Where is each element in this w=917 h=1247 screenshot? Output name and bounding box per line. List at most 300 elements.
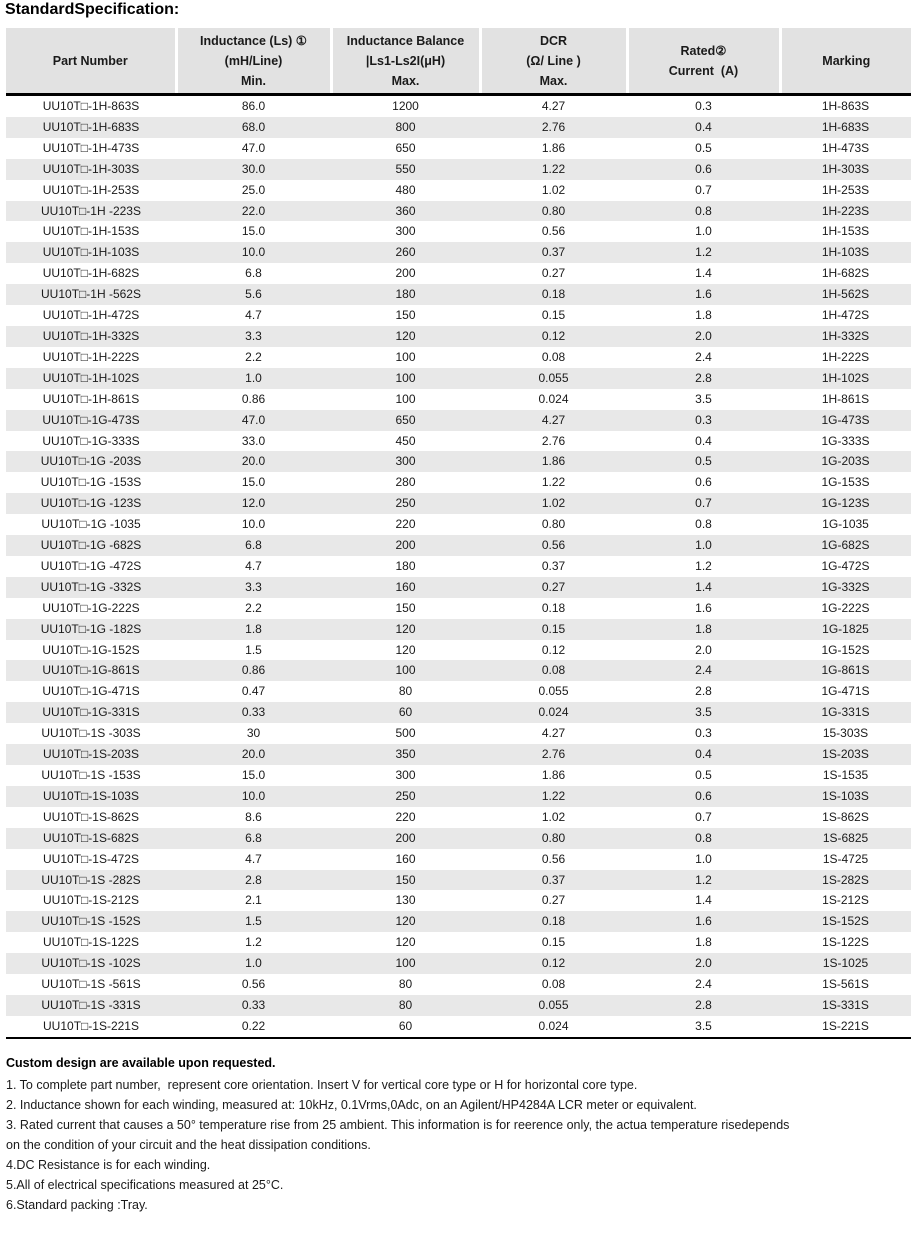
- cell-dcr_max: 0.56: [541, 538, 566, 553]
- table-row: [6, 117, 911, 138]
- cell-part_number: UU10T□-1H-103S: [42, 245, 140, 260]
- cell-rated_current: 0.3: [695, 99, 712, 113]
- cell-dcr_max: 0.055: [538, 997, 569, 1012]
- cell-balance_max: 300: [395, 768, 416, 782]
- cell-rated_current: 0.3: [695, 412, 712, 427]
- cell-rated_current: 1.2: [695, 872, 712, 887]
- cell-part_number: UU10T□-1H -562S: [41, 287, 141, 302]
- cell-dcr_max: 1.86: [541, 140, 566, 155]
- table-row: [6, 201, 911, 222]
- cell-dcr_max: 0.08: [541, 349, 566, 364]
- cell-dcr_max: 0.37: [541, 245, 566, 260]
- cell-rated_current: 0.5: [695, 454, 712, 469]
- cell-marking: 1S-862S: [822, 809, 869, 824]
- cell-part_number: UU10T□-1S-212S: [43, 893, 139, 908]
- cell-rated_current: 0.3: [695, 726, 712, 741]
- cell-inductance_min: 30.0: [241, 161, 266, 176]
- cell-dcr_max: 0.12: [541, 956, 566, 971]
- cell-balance_max: 180: [395, 558, 416, 573]
- notes-section: [6, 1053, 911, 1215]
- cell-part_number: UU10T□-1H-303S: [42, 161, 140, 176]
- cell-marking: 1H-332S: [821, 328, 870, 343]
- table-row: [6, 431, 911, 452]
- cell-balance_max: 130: [395, 893, 416, 908]
- cell-balance_max: 500: [395, 726, 416, 741]
- table-row: [6, 786, 911, 807]
- table-row: [6, 221, 911, 242]
- notes-list: [6, 1075, 911, 1215]
- cell-balance_max: 150: [395, 872, 416, 887]
- cell-part_number: UU10T□-1S-103S: [43, 788, 139, 803]
- cell-inductance_min: 4.7: [245, 558, 262, 573]
- table-body: [6, 95, 911, 1038]
- table-row: [6, 368, 911, 389]
- cell-part_number: UU10T□-1G -153S: [40, 475, 142, 490]
- cell-dcr_max: 0.56: [541, 224, 566, 239]
- cell-marking: 1S-103S: [822, 788, 869, 803]
- cell-part_number: UU10T□-1H-683S: [42, 119, 140, 134]
- cell-inductance_min: 1.0: [245, 370, 262, 385]
- cell-dcr_max: 0.56: [541, 851, 566, 866]
- table-row: [6, 619, 911, 640]
- cell-balance_max: 550: [395, 161, 416, 176]
- cell-dcr_max: 1.86: [541, 768, 566, 782]
- table-row: [6, 347, 911, 368]
- cell-inductance_min: 2.2: [245, 349, 262, 364]
- cell-balance_max: 650: [395, 140, 416, 155]
- cell-balance_max: 200: [395, 266, 416, 281]
- cell-balance_max: 60: [398, 705, 413, 720]
- cell-part_number: UU10T□-1G-861S: [42, 663, 140, 678]
- cell-inductance_min: 47.0: [241, 412, 266, 427]
- table-row: [6, 890, 911, 911]
- cell-dcr_max: 0.15: [541, 935, 566, 950]
- table-row: [6, 451, 911, 472]
- cell-balance_max: 80: [398, 684, 413, 699]
- cell-balance_max: 120: [395, 914, 416, 929]
- cell-part_number: UU10T□-1G-331S: [42, 705, 140, 720]
- cell-part_number: UU10T□-1H-682S: [42, 266, 140, 281]
- cell-marking: 1H-303S: [821, 161, 870, 176]
- cell-rated_current: 0.4: [695, 747, 712, 762]
- cell-dcr_max: 4.27: [541, 726, 566, 741]
- cell-balance_max: 100: [395, 956, 416, 971]
- cell-inductance_min: 12.0: [241, 496, 266, 511]
- cell-rated_current: 2.0: [695, 956, 712, 971]
- cell-inductance_min: 4.7: [245, 851, 262, 866]
- cell-rated_current: 1.6: [695, 914, 712, 929]
- table-row: [6, 326, 911, 347]
- cell-part_number: UU10T□-1G-473S: [42, 412, 140, 427]
- cell-part_number: UU10T□-1G -123S: [40, 496, 142, 511]
- cell-inductance_min: 3.3: [245, 579, 262, 594]
- cell-dcr_max: 1.22: [541, 788, 566, 803]
- cell-dcr_max: 0.37: [541, 872, 566, 887]
- table-row: [6, 263, 911, 284]
- cell-inductance_min: 1.8: [245, 621, 262, 636]
- header-line: Min.: [241, 73, 266, 88]
- cell-balance_max: 120: [395, 328, 416, 343]
- cell-part_number: UU10T□-1S -561S: [41, 977, 141, 992]
- cell-marking: 1G-682S: [821, 538, 870, 553]
- header-inductance: [176, 28, 331, 95]
- note-line: 2. Inductance shown for each winding, measured at: 10kHz, 0.1Vrms,0Adc, on an Agilent/HP4284A LCR meter or equivalent.: [6, 1098, 697, 1112]
- cell-rated_current: 1.2: [695, 245, 712, 260]
- cell-dcr_max: 1.02: [541, 809, 566, 824]
- cell-balance_max: 650: [395, 412, 416, 427]
- cell-rated_current: 0.8: [695, 830, 712, 845]
- cell-rated_current: 0.4: [695, 433, 712, 448]
- cell-marking: 1S-152S: [822, 914, 869, 929]
- table-row: [6, 284, 911, 305]
- cell-inductance_min: 0.86: [241, 391, 266, 406]
- cell-inductance_min: 6.8: [245, 266, 262, 281]
- cell-rated_current: 0.5: [695, 768, 712, 782]
- cell-rated_current: 3.5: [695, 391, 712, 406]
- cell-rated_current: 0.7: [695, 182, 712, 197]
- cell-inductance_min: 3.3: [245, 328, 262, 343]
- header-line: (mH/Line): [224, 53, 283, 68]
- cell-dcr_max: 0.024: [480, 1016, 627, 1038]
- cell-part_number: UU10T□-1S -303S: [41, 726, 141, 741]
- cell-dcr_max: 0.024: [538, 705, 569, 720]
- table-row: [6, 95, 911, 117]
- cell-rated_current: 0.7: [695, 809, 712, 824]
- header-line: Current (A): [668, 63, 739, 78]
- table-row: [6, 995, 911, 1016]
- table-row: [6, 932, 911, 953]
- table-row: [6, 953, 911, 974]
- header-line: Inductance (Ls) ①: [199, 33, 308, 48]
- cell-rated_current: 1.4: [695, 579, 712, 594]
- cell-part_number: UU10T□-1S-221S: [6, 1016, 176, 1038]
- cell-marking: 1S-1025: [822, 956, 869, 971]
- cell-marking: 1G-153S: [821, 475, 870, 490]
- cell-rated_current: 2.8: [695, 370, 712, 385]
- table-row: [6, 242, 911, 263]
- cell-balance_max: 450: [395, 433, 416, 448]
- table-row: [6, 1016, 911, 1038]
- header-dcr: [480, 28, 627, 95]
- cell-rated_current: 1.8: [695, 621, 712, 636]
- table-row: [6, 410, 911, 431]
- cell-marking: 1H-223S: [821, 203, 870, 218]
- cell-dcr_max: 1.86: [541, 454, 566, 469]
- cell-rated_current: 0.6: [695, 161, 712, 176]
- cell-marking: 1G-471S: [821, 684, 870, 699]
- table-row: [6, 911, 911, 932]
- note-line: 4.DC Resistance is for each winding.: [6, 1158, 211, 1172]
- cell-part_number: UU10T□-1H-472S: [42, 308, 140, 323]
- header-row: [6, 28, 911, 95]
- cell-inductance_min: 2.2: [245, 600, 262, 615]
- note-line: 1. To complete part number, represent core orientation. Insert V for vertical core type or H for horizontal core type.: [6, 1078, 638, 1092]
- cell-marking: 1G-861S: [821, 663, 870, 678]
- cell-part_number: UU10T□-1H-332S: [42, 328, 140, 343]
- cell-inductance_min: 68.0: [241, 119, 266, 134]
- cell-inductance_min: 6.8: [245, 538, 262, 553]
- cell-dcr_max: 0.18: [541, 600, 566, 615]
- cell-rated_current: 3.5: [627, 1016, 780, 1038]
- cell-marking: 1H-153S: [821, 224, 870, 239]
- cell-inductance_min: 0.22: [176, 1016, 331, 1038]
- note-line: 5.All of electrical specifications measured at 25°C.: [6, 1178, 284, 1192]
- cell-inductance_min: 6.8: [245, 830, 262, 845]
- cell-marking: 1S-6825: [822, 830, 869, 845]
- cell-marking: 15-303S: [822, 726, 869, 741]
- cell-part_number: UU10T□-1H-102S: [42, 370, 140, 385]
- cell-dcr_max: 0.055: [538, 370, 569, 385]
- cell-marking: 1H-683S: [821, 119, 870, 134]
- cell-balance_max: 350: [395, 747, 416, 762]
- cell-inductance_min: 15.0: [241, 475, 266, 490]
- notes-heading: Custom design are available upon requested.: [6, 1056, 276, 1070]
- cell-inductance_min: 0.33: [241, 705, 266, 720]
- cell-part_number: UU10T□-1S-203S: [43, 747, 139, 762]
- cell-dcr_max: 4.27: [541, 412, 566, 427]
- cell-dcr_max: 0.055: [538, 684, 569, 699]
- page-title: StandardSpecification:: [5, 1, 180, 18]
- cell-part_number: UU10T□-1H-253S: [42, 182, 140, 197]
- cell-rated_current: 3.5: [695, 705, 712, 720]
- cell-balance_max: 1200: [392, 99, 419, 113]
- cell-rated_current: 0.6: [695, 788, 712, 803]
- cell-balance_max: 800: [395, 119, 416, 134]
- cell-inductance_min: 0.33: [241, 997, 266, 1012]
- cell-rated_current: 1.4: [695, 266, 712, 281]
- cell-rated_current: 0.4: [695, 119, 712, 134]
- cell-inductance_min: 15.0: [241, 768, 266, 782]
- cell-balance_max: 160: [395, 579, 416, 594]
- cell-inductance_min: 20.0: [241, 747, 266, 762]
- cell-marking: 1G-331S: [821, 705, 870, 720]
- cell-balance_max: 100: [395, 349, 416, 364]
- cell-dcr_max: 0.80: [541, 830, 566, 845]
- cell-rated_current: 1.2: [695, 558, 712, 573]
- table-row: [6, 535, 911, 556]
- cell-dcr_max: 0.024: [538, 391, 569, 406]
- cell-part_number: UU10T□-1G-152S: [42, 642, 140, 657]
- cell-inductance_min: 1.0: [245, 956, 262, 971]
- header-line: Part Number: [52, 53, 128, 68]
- cell-marking: 1S-331S: [822, 997, 869, 1012]
- header-line: Inductance Balance: [346, 33, 465, 48]
- header-line: (Ω/ Line ): [526, 53, 581, 68]
- cell-marking: 1G-333S: [821, 433, 870, 448]
- table-row: [6, 305, 911, 326]
- cell-inductance_min: 10.0: [241, 517, 266, 532]
- cell-balance_max: 120: [395, 621, 416, 636]
- cell-rated_current: 1.0: [695, 851, 712, 866]
- cell-balance_max: 300: [395, 454, 416, 469]
- cell-marking: 1S-4725: [822, 851, 869, 866]
- table-row: [6, 681, 911, 702]
- table-row: [6, 828, 911, 849]
- header-line: Max.: [391, 73, 420, 88]
- cell-part_number: UU10T□-1H-153S: [42, 224, 140, 239]
- cell-marking: 1H-222S: [821, 349, 870, 364]
- cell-part_number: UU10T□-1H-863S: [42, 99, 140, 113]
- cell-dcr_max: 0.18: [541, 287, 566, 302]
- cell-balance_max: 150: [395, 308, 416, 323]
- table-row: [6, 807, 911, 828]
- header-marking: [780, 28, 911, 95]
- cell-balance_max: 100: [395, 370, 416, 385]
- header-rated-current: [627, 28, 780, 95]
- cell-inductance_min: 25.0: [241, 182, 266, 197]
- cell-balance_max: 120: [395, 935, 416, 950]
- table-row: [6, 514, 911, 535]
- cell-dcr_max: 0.12: [541, 328, 566, 343]
- cell-part_number: UU10T□-1S -152S: [41, 914, 141, 929]
- cell-rated_current: 0.7: [695, 496, 712, 511]
- cell-part_number: UU10T□-1G -332S: [40, 579, 142, 594]
- cell-dcr_max: 0.80: [541, 203, 566, 218]
- cell-balance_max: 100: [395, 663, 416, 678]
- cell-balance_max: 80: [398, 977, 413, 992]
- cell-inductance_min: 10.0: [241, 788, 266, 803]
- cell-dcr_max: 4.27: [541, 99, 566, 113]
- table-row: [6, 577, 911, 598]
- cell-dcr_max: 0.18: [541, 914, 566, 929]
- table-row: [6, 744, 911, 765]
- cell-rated_current: 0.5: [695, 140, 712, 155]
- note-line: 6.Standard packing :Tray.: [6, 1198, 148, 1212]
- cell-inductance_min: 2.1: [245, 893, 262, 908]
- cell-balance_max: 220: [395, 809, 416, 824]
- cell-dcr_max: 1.02: [541, 182, 566, 197]
- cell-balance_max: 360: [395, 203, 416, 218]
- cell-balance_max: 180: [395, 287, 416, 302]
- table-row: [6, 974, 911, 995]
- cell-dcr_max: 0.12: [541, 642, 566, 657]
- cell-dcr_max: 0.80: [541, 517, 566, 532]
- cell-inductance_min: 22.0: [241, 203, 266, 218]
- cell-part_number: UU10T□-1G -1035: [41, 517, 141, 532]
- table-row: [6, 640, 911, 661]
- cell-part_number: UU10T□-1H-861S: [42, 391, 140, 406]
- cell-part_number: UU10T□-1G-222S: [42, 600, 140, 615]
- cell-rated_current: 1.6: [695, 600, 712, 615]
- cell-rated_current: 2.8: [695, 997, 712, 1012]
- cell-dcr_max: 2.76: [541, 747, 566, 762]
- header-inductance-balance: [331, 28, 480, 95]
- cell-inductance_min: 15.0: [241, 224, 266, 239]
- header-part-number: [6, 28, 176, 95]
- table-row: [6, 389, 911, 410]
- cell-dcr_max: 0.27: [541, 893, 566, 908]
- cell-part_number: UU10T□-1G-471S: [42, 684, 140, 699]
- cell-inductance_min: 30: [246, 726, 261, 741]
- table-row: [6, 138, 911, 159]
- cell-balance_max: 120: [395, 642, 416, 657]
- cell-inductance_min: 2.8: [245, 872, 262, 887]
- cell-marking: 1G-1825: [822, 621, 869, 636]
- cell-rated_current: 1.6: [695, 287, 712, 302]
- header-line: DCR: [539, 33, 568, 48]
- cell-marking: 1H-103S: [821, 245, 870, 260]
- table-row: [6, 472, 911, 493]
- cell-marking: 1G-472S: [821, 558, 870, 573]
- cell-inductance_min: 4.7: [245, 308, 262, 323]
- cell-dcr_max: 0.15: [541, 308, 566, 323]
- cell-marking: 1H-863S: [821, 99, 870, 113]
- cell-part_number: UU10T□-1H-222S: [42, 349, 140, 364]
- cell-inductance_min: 20.0: [241, 454, 266, 469]
- cell-rated_current: 2.4: [695, 977, 712, 992]
- table-row: [6, 870, 911, 891]
- cell-part_number: UU10T□-1H-473S: [42, 140, 140, 155]
- table-row: [6, 180, 911, 201]
- note-line: 3. Rated current that causes a 50° temperature rise from 25 ambient. This information is for reerence only, the actua temperature risedepends: [6, 1118, 790, 1132]
- cell-rated_current: 1.4: [695, 893, 712, 908]
- cell-marking: 1G-152S: [821, 642, 870, 657]
- cell-dcr_max: 1.02: [541, 496, 566, 511]
- table-row: [6, 660, 911, 681]
- cell-part_number: UU10T□-1H -223S: [41, 203, 141, 218]
- cell-part_number: UU10T□-1S -282S: [41, 872, 141, 887]
- cell-part_number: UU10T□-1S -153S: [41, 768, 141, 782]
- header-line: Max.: [539, 73, 568, 88]
- cell-balance_max: 280: [395, 475, 416, 490]
- cell-inductance_min: 0.47: [241, 684, 266, 699]
- cell-marking: 1H-472S: [821, 308, 870, 323]
- table-row: [6, 556, 911, 577]
- table-row: [6, 723, 911, 744]
- cell-balance_max: 260: [395, 245, 416, 260]
- cell-marking: 1G-222S: [821, 600, 870, 615]
- cell-marking: 1H-473S: [821, 140, 870, 155]
- cell-part_number: UU10T□-1G-333S: [42, 433, 140, 448]
- cell-marking: 1G-123S: [821, 496, 870, 511]
- cell-balance_max: 220: [395, 517, 416, 532]
- cell-dcr_max: 0.27: [541, 266, 566, 281]
- cell-rated_current: 1.0: [695, 224, 712, 239]
- cell-balance_max: 250: [395, 496, 416, 511]
- cell-balance_max: 160: [395, 851, 416, 866]
- cell-part_number: UU10T□-1G -203S: [40, 454, 142, 469]
- cell-inductance_min: 5.6: [245, 287, 262, 302]
- table-row: [6, 849, 911, 870]
- cell-dcr_max: 0.27: [541, 579, 566, 594]
- cell-rated_current: 1.0: [695, 538, 712, 553]
- cell-inductance_min: 8.6: [245, 809, 262, 824]
- cell-marking: 1S-122S: [822, 935, 869, 950]
- cell-rated_current: 1.8: [695, 935, 712, 950]
- cell-inductance_min: 0.56: [241, 977, 266, 992]
- cell-inductance_min: 1.2: [245, 935, 262, 950]
- cell-dcr_max: 0.15: [541, 621, 566, 636]
- header-line: |Ls1-Ls2I(μH): [365, 53, 446, 68]
- table-row: [6, 765, 911, 786]
- cell-balance_max: 250: [395, 788, 416, 803]
- cell-rated_current: 0.6: [695, 475, 712, 490]
- cell-rated_current: 2.4: [695, 349, 712, 364]
- cell-part_number: UU10T□-1G -682S: [40, 538, 142, 553]
- cell-marking: 1G-332S: [821, 579, 870, 594]
- cell-inductance_min: 0.86: [241, 663, 266, 678]
- cell-inductance_min: 47.0: [241, 140, 266, 155]
- cell-marking: 1H-102S: [821, 370, 870, 385]
- cell-part_number: UU10T□-1S -331S: [41, 997, 141, 1012]
- cell-marking: 1S-282S: [822, 872, 869, 887]
- table-header: [6, 28, 911, 95]
- cell-marking: 1G-1035: [822, 517, 869, 532]
- cell-balance_max: 80: [398, 997, 413, 1012]
- cell-rated_current: 2.0: [695, 328, 712, 343]
- cell-dcr_max: 1.22: [541, 161, 566, 176]
- cell-rated_current: 1.8: [695, 308, 712, 323]
